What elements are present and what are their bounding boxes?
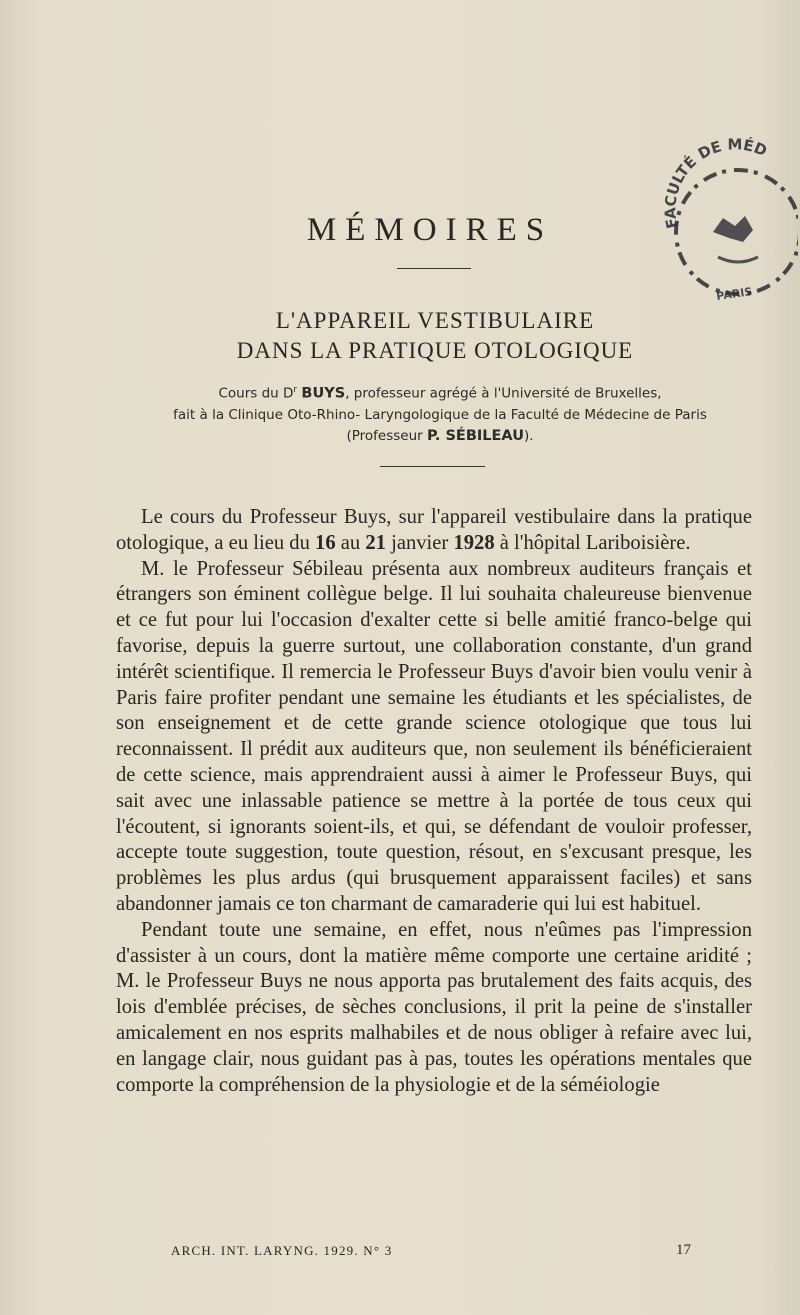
author-name: BUYS (301, 385, 346, 402)
paragraph-2: M. le Professeur Sébileau présenta aux nombreux auditeurs français et étrangers son éminent collègue belge. Il lui souhaita chaleureuse bienvenue et ce fut pour lui l'occasion d'exalter cette si belle amitié franco-belge qui favorise, depuis la guerre surtout, une collaboration constante, d'un grand intérêt scientifique. Il remercia le Professeur Buys d'avoir bien voulu venir à Paris faire profiter pendant une semaine les étudiants et les spécialistes, de son enseignement et de cette grande science otologique que tous lui reconnaissent. Il prédit aux auditeurs que, non seulement ils bénéficieraient de cette science, mais apprendraient aussi à aimer le Professeur Buys, qui sait avec une inlassable patience se mettre à la portée de tous ceux qui l'écoutent, si ignorants soient-ils, et qui, se défendant de vouloir professer, accepte toute suggestion, toute question, résout, en s'excusant presque, les problèmes les plus ardus (qui brusquement apparaissent faciles) et sans abandonner jamais ce ton charmant de camaraderie qui lui est habituel. (116, 557, 752, 915)
date-number: 21 (365, 531, 386, 554)
date-number: 16 (315, 531, 336, 554)
svg-text:PARIS: PARIS (715, 285, 754, 303)
page-footer (171, 1243, 691, 1259)
stamp-text: FACULTÉ DE MÉD (661, 135, 770, 231)
article-title-line-2: DANS LA PRATIQUE OTOLOGIQUE (236, 338, 634, 363)
article-title-line-1: L'APPAREIL VESTIBULAIRE (275, 308, 595, 333)
credits-text: Cours du D (218, 385, 294, 402)
paragraph-text: à l'hôpital Lariboisière. (494, 531, 691, 554)
library-stamp (658, 132, 798, 322)
svg-text:FACULTÉ DE MÉD (661, 135, 769, 230)
paragraph-1 (116, 505, 752, 557)
article-body (116, 505, 752, 1098)
credits-line-1 (0, 380, 800, 405)
divider (397, 268, 471, 269)
professor-name: P. SÉBILEAU (426, 427, 524, 444)
year-number: 1928 (453, 531, 495, 554)
credits-superscript: r (293, 385, 298, 395)
credits-text: , professeur agrégé à l'Université de Bruxelles, (345, 385, 662, 402)
paragraph-text: Le cours du Professeur Buys, sur l'appareil vestibulaire dans la pratique otologique, a eu lieu du (116, 506, 752, 554)
credits-text: ). (523, 427, 534, 444)
paragraph-text: janvier (385, 531, 454, 554)
page-number: 17 (676, 1242, 691, 1258)
section-title: MÉMOIRES (306, 212, 554, 248)
article-credits (0, 380, 800, 447)
credits-line-2: fait à la Clinique Oto-Rhino- Laryngologique de la Faculté de Médecine de Paris (173, 406, 707, 423)
paragraph-text: au (335, 531, 366, 554)
credits-line-3 (0, 426, 800, 447)
credits-text: (Professeur (346, 427, 427, 444)
divider (380, 466, 485, 467)
journal-reference: ARCH. INT. LARYNG. 1929. N° 3 (171, 1243, 393, 1258)
paragraph-3: Pendant toute une semaine, en effet, nous n'eûmes pas l'impression d'assister à un cours, dont la matière même comporte une certaine aridité ; M. le Professeur Buys ne nous apporta pas brutalement des faits acquis, des lois d'emblée précises, de sèches conclusions, il prit la peine de s'installer amicalement en nos esprits malhabiles et de nous obliger à refaire avec lui, en langage clair, nous guidant pas à pas, toutes les opérations mentales que comporte la compréhension de la physiologie et de la séméiologie (116, 918, 752, 1096)
